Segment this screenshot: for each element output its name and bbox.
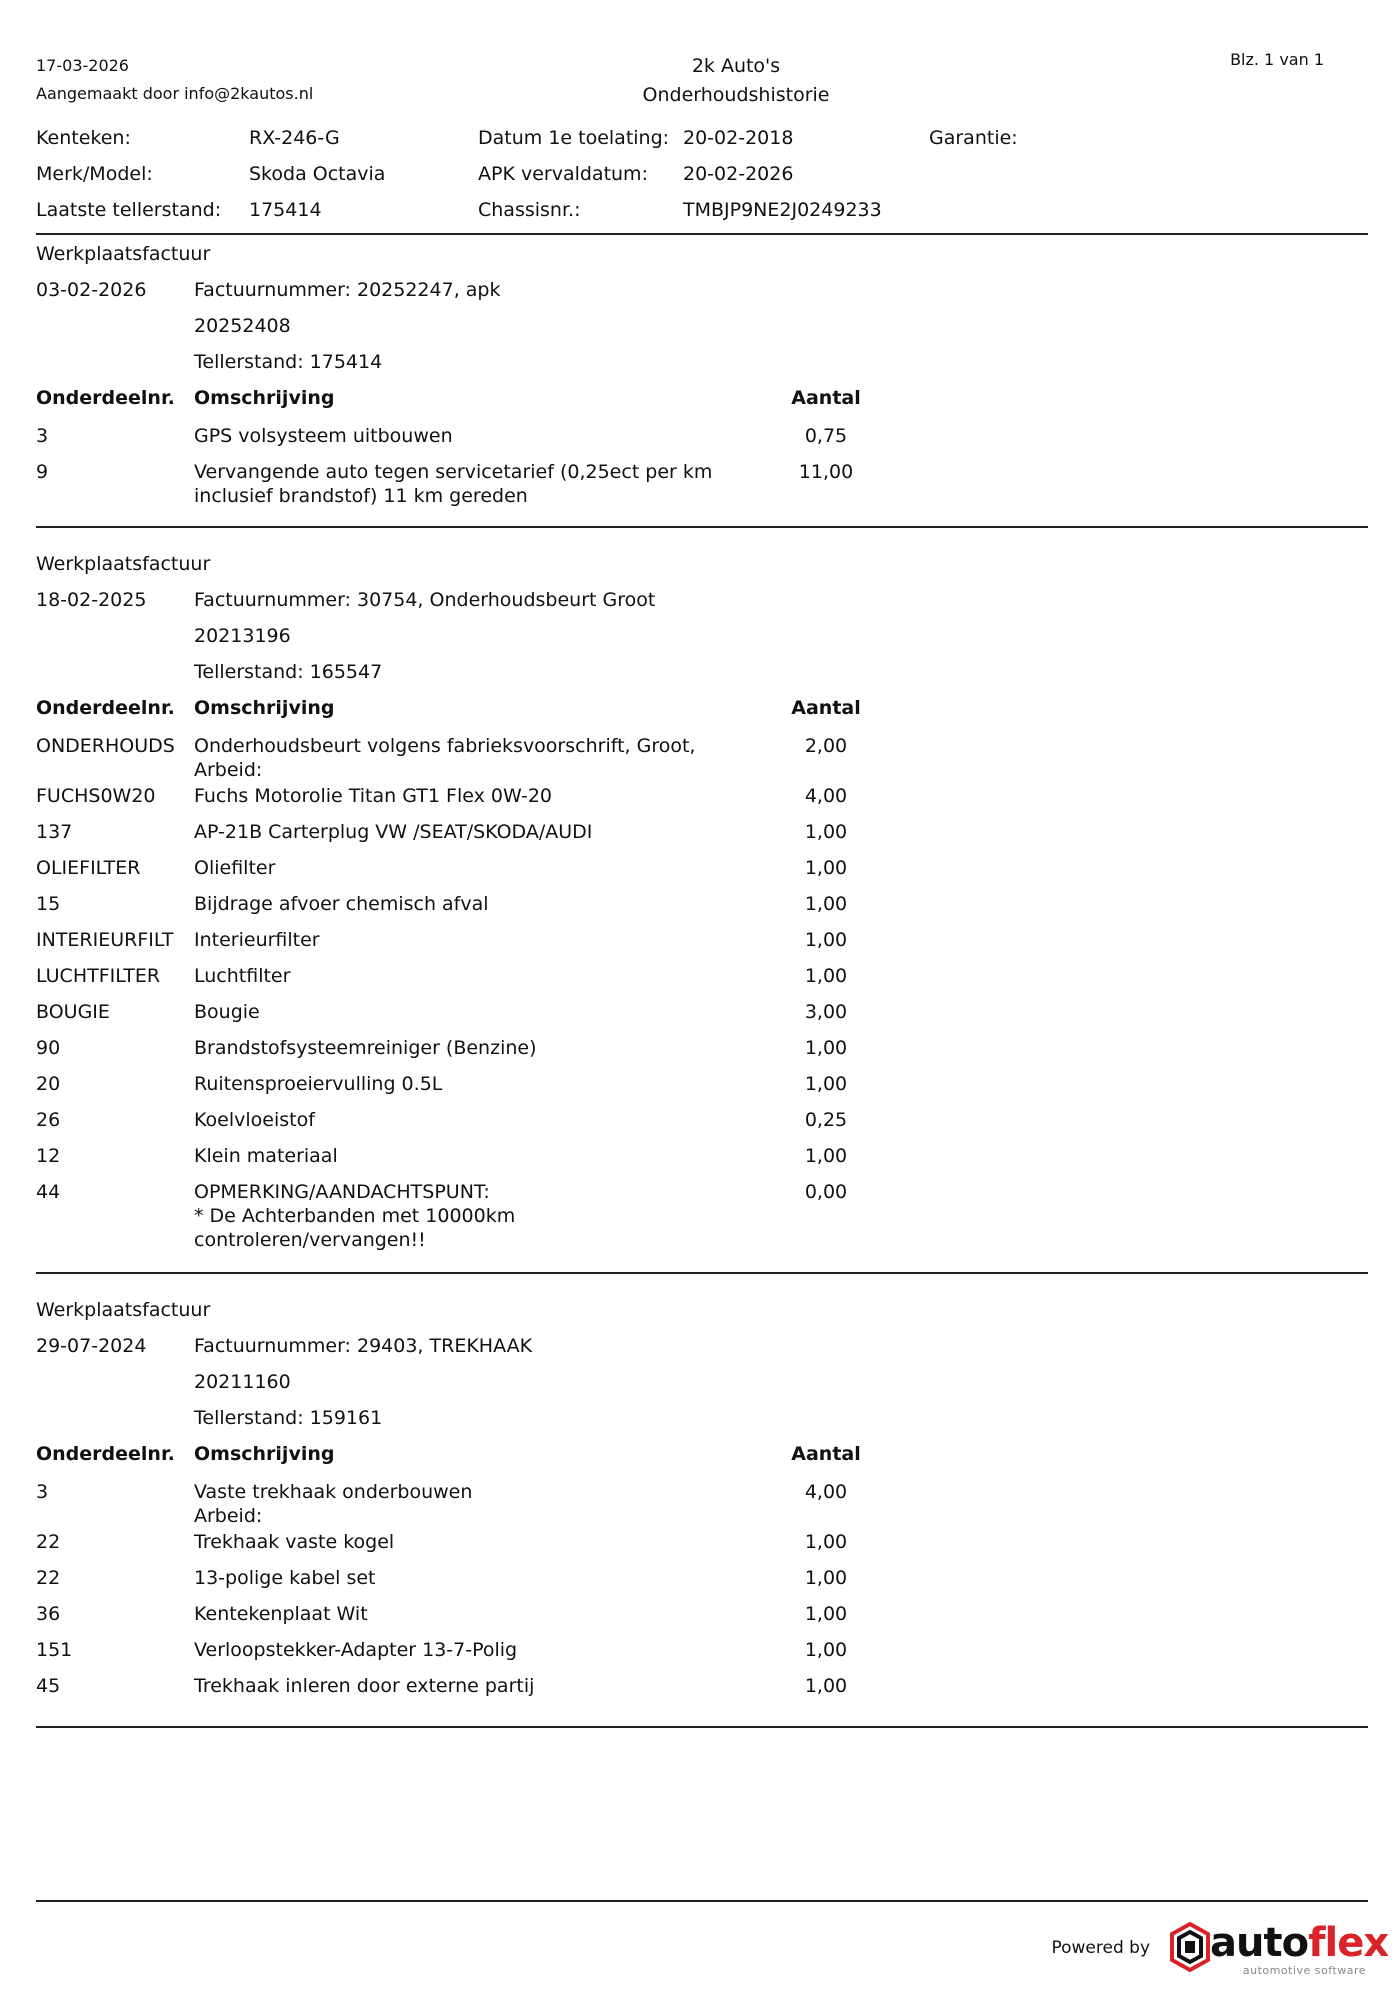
part-number: 44 [36,1181,61,1203]
apk-label: APK vervaldatum: [478,163,648,185]
table-row [36,1100,1368,1136]
invoice-type: Werkplaatsfactuur [36,1299,211,1321]
kenteken-value: RX-246-G [249,127,340,149]
table-row [36,956,1368,992]
table-header [36,380,1368,416]
quantity: 3,00 [804,1001,848,1023]
invoice-factuur: Factuurnummer: 29403, TREKHAAK [194,1335,533,1357]
description: Ruitensproeiervulling 0.5L [194,1073,443,1095]
quantity: 1,00 [804,857,848,879]
document-title: Onderhoudshistorie [642,84,830,106]
part-number: 20 [36,1073,61,1095]
garantie-label: Garantie: [929,127,1018,149]
logo-wordmark [1210,1920,1388,1966]
powered-by-label: Powered by [1051,1938,1150,1958]
quantity: 1,00 [804,1567,848,1589]
invoice-type: Werkplaatsfactuur [36,243,211,265]
part-number: 3 [36,425,49,447]
description: Vervangende auto tegen servicetarief (0,25ect per km inclusief brandstof) 11 km gereden [194,461,713,507]
invoice-teller: Tellerstand: 165547 [194,661,383,683]
column-part: Onderdeelnr. [36,697,175,719]
table-row [36,1558,1368,1594]
column-part: Onderdeelnr. [36,1443,175,1465]
description: GPS volsysteem uitbouwen [194,425,453,447]
column-qty: Aantal [791,387,861,409]
invoice-factuur: Factuurnummer: 30754, Onderhoudsbeurt Groot [194,589,656,611]
description: Oliefilter [194,857,276,879]
divider [36,233,1368,235]
description: Koelvloeistof [194,1109,315,1131]
description: Vaste trekhaak onderbouwen Arbeid: [194,1481,473,1527]
quantity: 1,00 [804,1531,848,1553]
part-number: BOUGIE [36,1001,110,1023]
description: Luchtfilter [194,965,291,987]
quantity: 1,00 [804,1073,848,1095]
invoice-section [36,546,1368,1251]
header-left [36,52,313,108]
table-row [36,1136,1368,1172]
table-row [36,848,1368,884]
table-row [36,1172,1368,1251]
table-row [36,1472,1368,1527]
column-desc: Omschrijving [194,697,335,719]
logo-subtitle: automotive software [1242,1964,1366,1977]
table-row [36,1594,1368,1630]
quantity: 1,00 [804,821,848,843]
description: Klein materiaal [194,1145,338,1167]
table-row [36,1522,1368,1558]
company-name: 2k Auto's [691,55,781,77]
part-number: LUCHTFILTER [36,965,161,987]
toelating-label: Datum 1e toelating: [478,127,670,149]
invoice-date: 18-02-2025 [36,589,147,611]
invoice-teller: Tellerstand: 175414 [194,351,383,373]
part-number: 3 [36,1481,49,1503]
invoice-section [36,1292,1368,1702]
quantity: 0,75 [804,425,848,447]
table-row [36,920,1368,956]
quantity: 4,00 [804,785,848,807]
description: 13-polige kabel set [194,1567,376,1589]
vehicle-info [36,120,1368,228]
description: Bougie [194,1001,260,1023]
table-row [36,1666,1368,1702]
table-header [36,1436,1368,1472]
invoice-date: 03-02-2026 [36,279,147,301]
quantity: 4,00 [804,1481,848,1503]
quantity: 2,00 [804,735,848,757]
table-row [36,812,1368,848]
quantity: 1,00 [804,1639,848,1661]
quantity: 1,00 [804,965,848,987]
divider [36,526,1368,528]
table-row [36,884,1368,920]
part-number: ONDERHOUDS [36,735,175,757]
quantity: 1,00 [804,893,848,915]
part-number: INTERIEURFILT [36,929,174,951]
part-number: 9 [36,461,49,483]
description: Fuchs Motorolie Titan GT1 Flex 0W-20 [194,785,552,807]
description: Onderhoudsbeurt volgens fabrieksvoorschrift, Groot, Arbeid: [194,735,696,781]
divider [36,1726,1368,1728]
part-number: OLIEFILTER [36,857,141,879]
invoice-type: Werkplaatsfactuur [36,553,211,575]
part-number: 22 [36,1531,61,1553]
part-number: FUCHS0W20 [36,785,156,807]
column-desc: Omschrijving [194,387,335,409]
document-page [36,0,1389,2010]
quantity: 1,00 [804,1145,848,1167]
merk-value: Skoda Octavia [249,163,386,185]
quantity: 0,00 [804,1181,848,1203]
powered-by [1051,1918,1389,1978]
part-number: 151 [36,1639,73,1661]
part-number: 22 [36,1567,61,1589]
column-qty: Aantal [791,697,861,719]
quantity: 1,00 [804,1675,848,1697]
description: Interieurfilter [194,929,320,951]
autoflex-hex-icon [1168,1922,1212,1972]
divider [36,1272,1368,1274]
table-row [36,776,1368,812]
description: Bijdrage afvoer chemisch afval [194,893,489,915]
invoice-section [36,236,1368,507]
chassis-label: Chassisnr.: [478,199,581,221]
column-part: Onderdeelnr. [36,387,175,409]
table-row [36,452,1368,507]
description: Verloopstekker-Adapter 13-7-Polig [194,1639,518,1661]
table-row [36,1064,1368,1100]
table-row [36,416,1368,452]
part-number: 36 [36,1603,61,1625]
part-number: 90 [36,1037,61,1059]
quantity: 1,00 [804,1037,848,1059]
created-by: Aangemaakt door info@2kautos.nl [36,84,314,103]
description: Kentekenplaat Wit [194,1603,368,1625]
table-header [36,690,1368,726]
column-qty: Aantal [791,1443,861,1465]
footer-divider [36,1900,1368,1902]
description: Brandstofsysteemreiniger (Benzine) [194,1037,537,1059]
table-row [36,1028,1368,1064]
invoice-number: 20213196 [194,625,291,647]
invoice-date: 29-07-2024 [36,1335,147,1357]
part-number: 15 [36,893,61,915]
invoice-factuur: Factuurnummer: 20252247, apk [194,279,501,301]
logo-flex: flex [1308,1920,1389,1966]
part-number: 137 [36,821,73,843]
description: Trekhaak vaste kogel [194,1531,395,1553]
quantity: 11,00 [798,461,854,483]
logo-auto: auto [1210,1920,1309,1966]
header-center [536,52,936,110]
teller-label: Laatste tellerstand: [36,199,222,221]
description: AP-21B Carterplug VW /SEAT/SKODA/AUDI [194,821,593,843]
merk-label: Merk/Model: [36,163,153,185]
part-number: 12 [36,1145,61,1167]
page-number: Blz. 1 van 1 [1230,50,1324,69]
toelating-value: 20-02-2018 [683,127,794,149]
part-number: 26 [36,1109,61,1131]
table-row [36,1630,1368,1666]
description: Trekhaak inleren door externe partij [194,1675,535,1697]
table-row [36,726,1368,781]
invoice-number: 20252408 [194,315,291,337]
quantity: 0,25 [804,1109,848,1131]
apk-value: 20-02-2026 [683,163,794,185]
teller-value: 175414 [249,199,322,221]
quantity: 1,00 [804,1603,848,1625]
description: OPMERKING/AANDACHTSPUNT: * De Achterbanden met 10000km controleren/vervangen!! [194,1181,516,1251]
print-date: 17-03-2026 [36,56,129,75]
column-desc: Omschrijving [194,1443,335,1465]
kenteken-label: Kenteken: [36,127,131,149]
quantity: 1,00 [804,929,848,951]
autoflex-logo [1168,1920,1389,1977]
invoice-teller: Tellerstand: 159161 [194,1407,383,1429]
part-number: 45 [36,1675,61,1697]
chassis-value: TMBJP9NE2J0249233 [683,199,882,221]
table-row [36,992,1368,1028]
invoice-number: 20211160 [194,1371,291,1393]
